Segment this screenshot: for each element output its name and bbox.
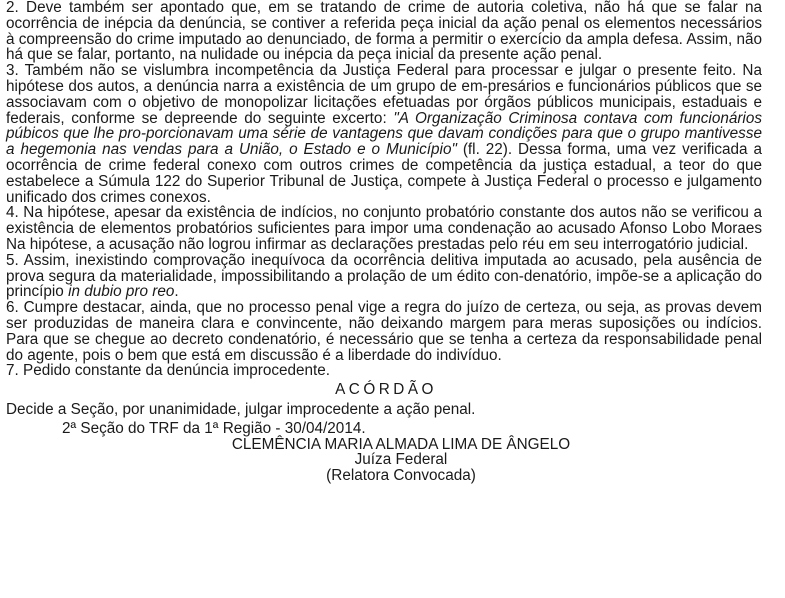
acordao-heading: ACÓRDÃO (335, 381, 437, 399)
paragraph-5-text-after: . (174, 283, 179, 301)
paragraph-2 (6, 0, 762, 63)
paragraph-3-text-after: (fl. 22). Dessa forma, uma vez verificada a ocorrência de crime federal conexo com outros crimes de competência da justiça estadual, a teor do que estabelece a Súmula 122 do Superior Tribunal de Justiça, compete à Justiça Federal o processo e julgamento unificado dos crimes conexos. (6, 141, 762, 206)
paragraph-4-text: 4. Na hipótese, apesar da existência de indícios, no conjunto probatório constante dos autos não se verificou a existência de elementos probatórios suficientes para impor uma condenação ao acusado Afonso Lobo Moraes Na hipótese, a acusação não logrou infirmar as declarações prestadas pelo réu em seu interrogatório judicial. (6, 204, 762, 253)
paragraph-7-text: 7. Pedido constante da denúncia improcedente. (6, 362, 331, 380)
signature-title: Juíza Federal (354, 451, 448, 469)
paragraph-7 (6, 363, 762, 379)
paragraph-2-text: 2. Deve também ser apontado que, em se tratando de crime de autoria coletiva, não há que se falar na ocorrência de inépcia da denúncia, se contiver a referida peça inicial da ação penal os elementos necessários à compreensão do crime imputado ao denunciado, de forma a permitir o exercício da ampla defesa. Assim, não há que se falar, portanto, na nulidade ou inépcia da peça inicial da presente ação penal. (6, 0, 762, 64)
signature-name: CLEMÊNCIA MARIA ALMADA LIMA DE ÂNGELO (231, 435, 571, 453)
paragraph-6-text: 6. Cumpre destacar, ainda, que no processo penal vige a regra do juízo de certeza, ou seja, as provas devem ser produzidas de maneira clara e convincente, não deixando margem para meras suposições ou indícios. Para que se chegue ao decreto condenatório, é necessário que se tenha a certeza da responsabilidade penal do agente, pois o bem que está em discussão é a liberdade do indivíduo. (6, 299, 762, 364)
paragraph-5-text-before: 5. Assim, inexistindo comprovação inequívoca da ocorrência delitiva imputada ao acusado, pela ausência de prova segura da materialidade, impossibilitando a prolação de um édito con-denatório, impõe-se a aplicação do princípio (6, 251, 762, 301)
session-date: 2ª Seção do TRF da 1ª Região - 30/04/2014. (62, 419, 366, 437)
paragraph-5-latin-phrase: in dubio pro reo (68, 283, 175, 301)
paragraph-3-text-before: 3. Também não se vislumbra incompetência da Justiça Federal para processar e julgar o presente feito. Na hipótese dos autos, a denúncia narra a existência de um grupo de em-presários e funcionários públicos que se associavam com o objetivo de monopolizar licitações efetuadas por órgãos públicos municipais, estaduais e federais, conforme se depreende do seguinte excerto: (6, 62, 762, 127)
paragraph-4 (6, 205, 762, 252)
paragraph-3 (6, 63, 762, 205)
paragraph-6 (6, 300, 762, 363)
paragraph-3-quote: "A Organização Criminosa contava com funcionários púbicos que lhe pro-porcionavam uma série de vantagens que davam condições para que o grupo mantivesse a hegemonia nas vendas para a União, o Estado e o Município" (6, 109, 762, 159)
signature-role: (Relatora Convocada) (326, 467, 476, 485)
paragraph-5 (6, 253, 762, 300)
decision-text: Decide a Seção, por unanimidade, julgar improcedente a ação penal. (6, 400, 476, 418)
